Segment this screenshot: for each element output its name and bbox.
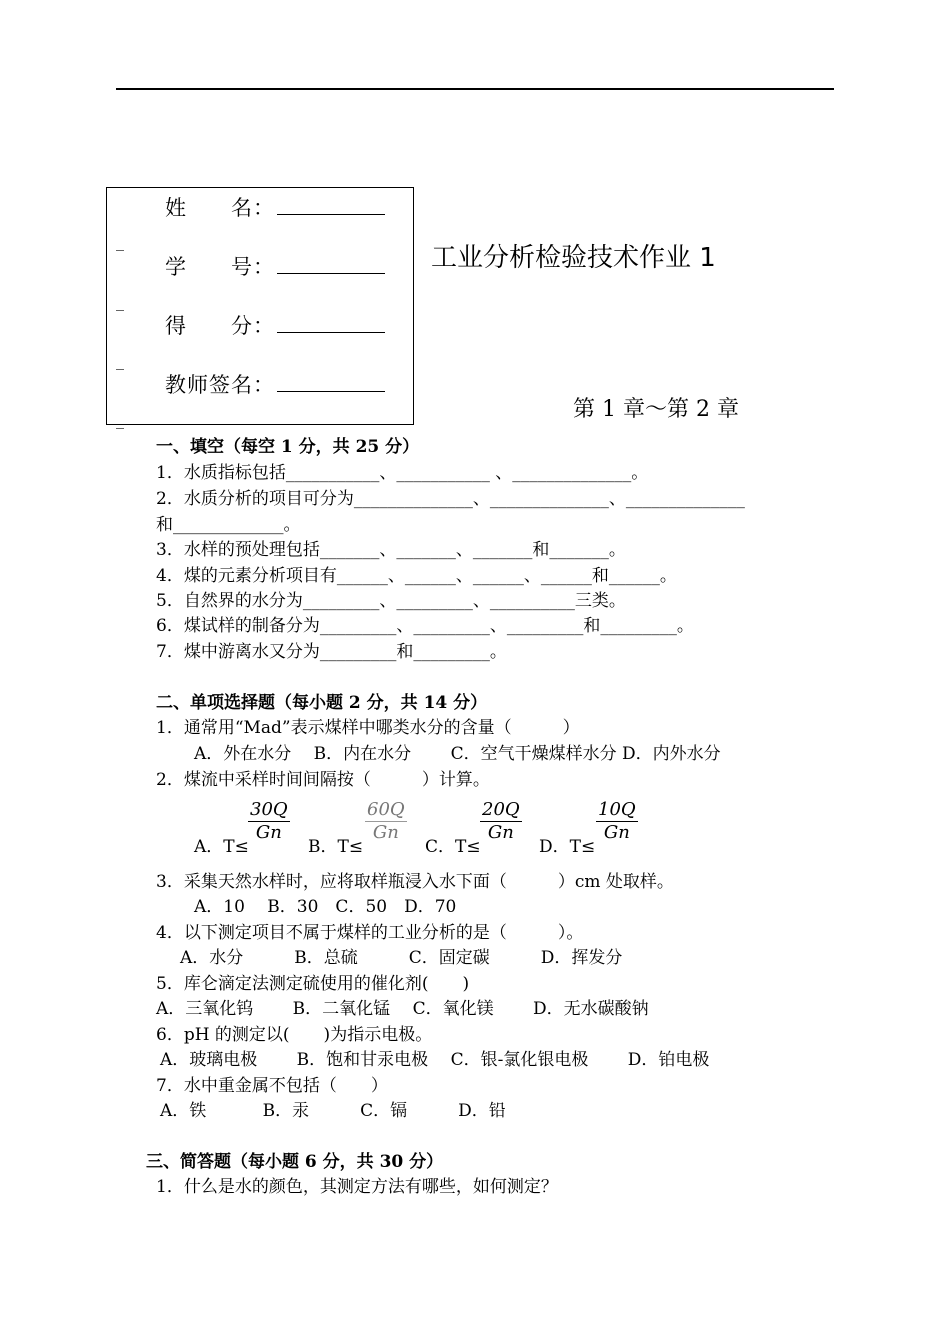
header-rule bbox=[116, 88, 834, 90]
dash-mark: _ bbox=[116, 410, 124, 429]
option-a-numerator: 30Q bbox=[250, 799, 288, 820]
choice-question-3: 3．采集天然水样时，应将取样瓶浸入水下面（ ）cm 处取样。 bbox=[156, 872, 674, 892]
teacher-signature-label: 教师签名： bbox=[165, 373, 275, 397]
option-d-denominator: Gn bbox=[603, 822, 630, 843]
name-field[interactable] bbox=[277, 194, 385, 215]
option-c-fraction bbox=[480, 799, 522, 844]
choice-question-6: 6．pH 的测定以( )为指示电极。 bbox=[156, 1025, 433, 1045]
option-c-label: C．T≤ bbox=[425, 837, 481, 857]
choice-question-5-options: A．三氧化钨 B．二氧化锰 C．氧化镁 D．无水碳酸钠 bbox=[156, 999, 649, 1019]
name-label: 姓 名： bbox=[165, 196, 275, 220]
choice-question-6-options: A．玻璃电极 B．饱和甘汞电极 C．银-氯化银电极 D．铂电极 bbox=[160, 1050, 710, 1070]
option-c-denominator: Gn bbox=[487, 822, 514, 843]
student-id-field[interactable] bbox=[277, 253, 385, 274]
option-d-numerator: 10Q bbox=[598, 799, 636, 820]
choice-question-1-options: A．外在水分 B．内在水分 C．空气干燥煤样水分 D．内外水分 bbox=[194, 744, 721, 764]
option-c-numerator: 20Q bbox=[482, 799, 520, 820]
option-a-denominator: Gn bbox=[255, 822, 282, 843]
choice-question-2: 2．煤流中采样时间间隔按（ ）计算。 bbox=[156, 770, 490, 790]
choice-question-4: 4．以下测定项目不属于煤样的工业分析的是（ ）。 bbox=[156, 923, 584, 943]
section-2-heading: 二、单项选择题（每小题 2 分，共 14 分） bbox=[156, 693, 488, 713]
choice-question-5: 5．库仑滴定法测定硫使用的催化剂( ) bbox=[156, 974, 470, 994]
choice-question-3-options: A．10 B．30 C．50 D．70 bbox=[194, 897, 457, 917]
option-b-denominator: Gn bbox=[372, 822, 399, 843]
fill-question: 1．水质指标包括___________、___________ 、______________。 bbox=[156, 463, 649, 483]
option-b-fraction bbox=[365, 799, 407, 844]
teacher-signature-row bbox=[165, 369, 385, 399]
score-label: 得 分： bbox=[165, 314, 275, 338]
score-row bbox=[165, 310, 385, 340]
student-info-box bbox=[106, 187, 414, 425]
option-b-numerator: 60Q bbox=[367, 799, 405, 820]
choice-question-7-options: A．铁 B．汞 C．镉 D．铅 bbox=[160, 1101, 506, 1121]
fill-question: 3．水样的预处理包括_______、_______、_______和_______。 bbox=[156, 540, 626, 560]
choice-question-7: 7．水中重金属不包括（ ） bbox=[156, 1076, 388, 1096]
fill-question-continuation: 和_____________。 bbox=[156, 515, 301, 535]
dash-mark: _ bbox=[116, 232, 124, 251]
page-title: 工业分析检验技术作业 1 bbox=[431, 243, 716, 273]
option-d-label: D．T≤ bbox=[539, 837, 596, 857]
fill-question: 2．水质分析的项目可分为______________、______________、______________ bbox=[156, 489, 745, 509]
fill-question: 5．自然界的水分为_________、_________、__________三类。 bbox=[156, 591, 626, 611]
option-a-label: A．T≤ bbox=[194, 837, 249, 857]
fill-question: 4．煤的元素分析项目有______、______、______、______和______。 bbox=[156, 566, 677, 586]
chapter-range: 第 1 章～第 2 章 bbox=[573, 397, 739, 422]
fill-question: 6．煤试样的制备分为_________、_________、_________和_________。 bbox=[156, 616, 694, 636]
choice-question-1: 1．通常用“Mad”表示煤样中哪类水分的含量（ ） bbox=[156, 718, 580, 738]
student-id-label: 学 号： bbox=[165, 255, 275, 279]
student-id-row bbox=[165, 251, 385, 281]
option-b-label: B．T≤ bbox=[308, 837, 364, 857]
dash-mark: _ bbox=[116, 351, 124, 370]
teacher-signature-field[interactable] bbox=[277, 371, 385, 392]
option-d-fraction bbox=[596, 799, 638, 844]
section-3-heading: 三、简答题（每小题 6 分，共 30 分） bbox=[146, 1152, 444, 1172]
fill-question: 7．煤中游离水又分为_________和_________。 bbox=[156, 642, 507, 662]
name-row bbox=[165, 192, 385, 222]
option-a-fraction bbox=[248, 799, 290, 844]
choice-question-4-options: A．水分 B．总硫 C．固定碳 D．挥发分 bbox=[180, 948, 623, 968]
score-field[interactable] bbox=[277, 312, 385, 333]
section-1-heading: 一、填空（每空 1 分，共 25 分） bbox=[156, 437, 420, 457]
short-answer-question-1: 1．什么是水的颜色，其测定方法有哪些，如何测定？ bbox=[156, 1177, 558, 1197]
dash-mark: _ bbox=[116, 292, 124, 311]
